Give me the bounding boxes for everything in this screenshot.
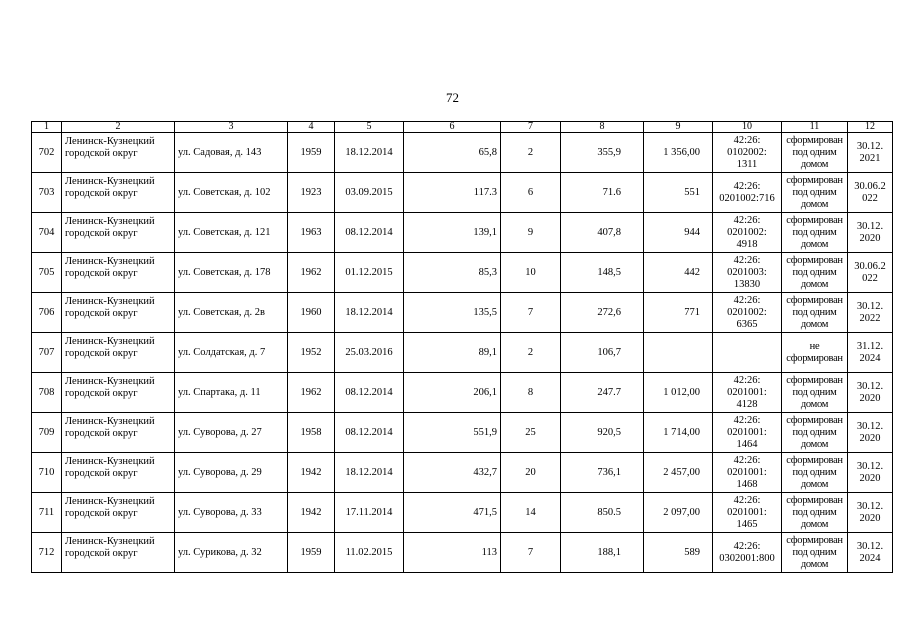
land-status-cell: сформирован под одним домом xyxy=(782,413,848,453)
count-cell: 7 xyxy=(501,293,561,333)
year-cell: 1960 xyxy=(288,293,335,333)
area2-cell: 355,9 xyxy=(561,133,644,173)
row-number-cell: 707 xyxy=(32,333,62,373)
address-cell: ул. Советская, д. 178 xyxy=(175,253,288,293)
year-cell: 1952 xyxy=(288,333,335,373)
date-cell: 17.11.2014 xyxy=(335,493,404,533)
count-cell: 6 xyxy=(501,173,561,213)
row-number-cell: 711 xyxy=(32,493,62,533)
column-header: 9 xyxy=(644,122,713,133)
deadline-cell: 30.12. 2021 xyxy=(848,133,893,173)
municipality-cell: Ленинск-Кузнецкий городской округ xyxy=(62,493,175,533)
area2-cell: 188,1 xyxy=(561,533,644,573)
cadastral-number-cell: 42:26: 0102002: 1311 xyxy=(713,133,782,173)
count-cell: 2 xyxy=(501,333,561,373)
count-cell: 9 xyxy=(501,213,561,253)
cost-cell: 771 xyxy=(644,293,713,333)
address-cell: ул. Суворова, д. 29 xyxy=(175,453,288,493)
municipality-cell: Ленинск-Кузнецкий городской округ xyxy=(62,333,175,373)
date-cell: 08.12.2014 xyxy=(335,373,404,413)
year-cell: 1959 xyxy=(288,533,335,573)
cost-cell: 2 097,00 xyxy=(644,493,713,533)
area-cell: 206,1 xyxy=(404,373,501,413)
cadastral-number-cell: 42:26: 0201001: 1465 xyxy=(713,493,782,533)
row-number-cell: 708 xyxy=(32,373,62,413)
date-cell: 03.09.2015 xyxy=(335,173,404,213)
row-number-cell: 702 xyxy=(32,133,62,173)
count-cell: 14 xyxy=(501,493,561,533)
area2-cell: 407,8 xyxy=(561,213,644,253)
land-status-cell: сформирован под одним домом xyxy=(782,493,848,533)
table-row xyxy=(32,453,893,493)
municipality-cell: Ленинск-Кузнецкий городской округ xyxy=(62,253,175,293)
column-header: 12 xyxy=(848,122,893,133)
count-cell: 10 xyxy=(501,253,561,293)
year-cell: 1958 xyxy=(288,413,335,453)
year-cell: 1942 xyxy=(288,453,335,493)
table-row xyxy=(32,373,893,413)
cadastral-number-cell: 42:26: 0302001:800 xyxy=(713,533,782,573)
table-row xyxy=(32,293,893,333)
count-cell: 25 xyxy=(501,413,561,453)
cost-cell: 2 457,00 xyxy=(644,453,713,493)
column-header: 2 xyxy=(62,122,175,133)
year-cell: 1963 xyxy=(288,213,335,253)
table-row xyxy=(32,213,893,253)
land-status-cell: сформирован под одним домом xyxy=(782,133,848,173)
column-header: 8 xyxy=(561,122,644,133)
table-row xyxy=(32,413,893,453)
year-cell: 1942 xyxy=(288,493,335,533)
deadline-cell: 30.12. 2024 xyxy=(848,533,893,573)
area-cell: 551,9 xyxy=(404,413,501,453)
column-header: 4 xyxy=(288,122,335,133)
deadline-cell: 30.12. 2020 xyxy=(848,373,893,413)
municipality-cell: Ленинск-Кузнецкий городской округ xyxy=(62,413,175,453)
cost-cell: 1 012,00 xyxy=(644,373,713,413)
address-cell: ул. Советская, д. 2в xyxy=(175,293,288,333)
area2-cell: 247.7 xyxy=(561,373,644,413)
date-cell: 18.12.2014 xyxy=(335,293,404,333)
cost-cell: 589 xyxy=(644,533,713,573)
table-row xyxy=(32,533,893,573)
area-cell: 471,5 xyxy=(404,493,501,533)
cadastral-number-cell: 42:26: 0201002: 6365 xyxy=(713,293,782,333)
deadline-cell: 30.12. 2020 xyxy=(848,413,893,453)
area-cell: 113 xyxy=(404,533,501,573)
count-cell: 7 xyxy=(501,533,561,573)
address-cell: ул. Суворова, д. 27 xyxy=(175,413,288,453)
table-row xyxy=(32,493,893,533)
municipality-cell: Ленинск-Кузнецкий городской округ xyxy=(62,373,175,413)
date-cell: 01.12.2015 xyxy=(335,253,404,293)
area-cell: 65,8 xyxy=(404,133,501,173)
cadastral-number-cell: 42:26: 0201001: 1468 xyxy=(713,453,782,493)
land-status-cell: сформирован под одним домом xyxy=(782,253,848,293)
area-cell: 85,3 xyxy=(404,253,501,293)
cadastral-number-cell: 42:26: 0201001: 1464 xyxy=(713,413,782,453)
area-cell: 135,5 xyxy=(404,293,501,333)
year-cell: 1962 xyxy=(288,373,335,413)
row-number-cell: 705 xyxy=(32,253,62,293)
column-header: 1 xyxy=(32,122,62,133)
cadastral-number-cell: 42:26: 0201002: 4918 xyxy=(713,213,782,253)
address-cell: ул. Спартака, д. 11 xyxy=(175,373,288,413)
row-number-cell: 706 xyxy=(32,293,62,333)
address-cell: ул. Солдатская, д. 7 xyxy=(175,333,288,373)
cost-cell: 1 356,00 xyxy=(644,133,713,173)
deadline-cell: 30.12. 2020 xyxy=(848,213,893,253)
column-header: 11 xyxy=(782,122,848,133)
land-status-cell: сформирован под одним домом xyxy=(782,373,848,413)
row-number-cell: 712 xyxy=(32,533,62,573)
cadastral-number-cell: 42:26: 0201003: 13830 xyxy=(713,253,782,293)
land-status-cell: сформирован под одним домом xyxy=(782,453,848,493)
cost-cell: 551 xyxy=(644,173,713,213)
deadline-cell: 30.12. 2020 xyxy=(848,453,893,493)
row-number-cell: 704 xyxy=(32,213,62,253)
header-row xyxy=(32,122,893,133)
area2-cell: 920,5 xyxy=(561,413,644,453)
land-status-cell: сформирован под одним домом xyxy=(782,213,848,253)
area-cell: 432,7 xyxy=(404,453,501,493)
municipality-cell: Ленинск-Кузнецкий городской округ xyxy=(62,133,175,173)
area2-cell: 736,1 xyxy=(561,453,644,493)
address-cell: ул. Сурикова, д. 32 xyxy=(175,533,288,573)
year-cell: 1962 xyxy=(288,253,335,293)
count-cell: 2 xyxy=(501,133,561,173)
page-number: 72 xyxy=(446,90,459,105)
table-row xyxy=(32,173,893,213)
area2-cell: 272,6 xyxy=(561,293,644,333)
land-status-cell: сформирован под одним домом xyxy=(782,533,848,573)
table-row xyxy=(32,253,893,293)
address-cell: ул. Садовая, д. 143 xyxy=(175,133,288,173)
area2-cell: 850.5 xyxy=(561,493,644,533)
area-cell: 139,1 xyxy=(404,213,501,253)
column-header: 7 xyxy=(501,122,561,133)
date-cell: 08.12.2014 xyxy=(335,213,404,253)
deadline-cell: 30.12. 2020 xyxy=(848,493,893,533)
cadastral-number-cell: 42:26: 0201001: 4128 xyxy=(713,373,782,413)
cost-cell: 442 xyxy=(644,253,713,293)
row-number-cell: 710 xyxy=(32,453,62,493)
date-cell: 25.03.2016 xyxy=(335,333,404,373)
cost-cell: 1 714,00 xyxy=(644,413,713,453)
municipality-cell: Ленинск-Кузнецкий городской округ xyxy=(62,533,175,573)
year-cell: 1959 xyxy=(288,133,335,173)
cost-cell xyxy=(644,333,713,373)
cost-cell: 944 xyxy=(644,213,713,253)
count-cell: 8 xyxy=(501,373,561,413)
deadline-cell: 30.06.2 022 xyxy=(848,253,893,293)
table-body xyxy=(32,133,893,573)
cadastral-number-cell xyxy=(713,333,782,373)
date-cell: 18.12.2014 xyxy=(335,453,404,493)
deadline-cell: 30.06.2 022 xyxy=(848,173,893,213)
land-status-cell: не сформирован xyxy=(782,333,848,373)
table-row xyxy=(32,133,893,173)
column-header: 5 xyxy=(335,122,404,133)
row-number-cell: 703 xyxy=(32,173,62,213)
municipality-cell: Ленинск-Кузнецкий городской округ xyxy=(62,293,175,333)
area-cell: 89,1 xyxy=(404,333,501,373)
land-status-cell: сформирован под одним домом xyxy=(782,293,848,333)
date-cell: 11.02.2015 xyxy=(335,533,404,573)
land-status-cell: сформирован под одним домом xyxy=(782,173,848,213)
deadline-cell: 31.12. 2024 xyxy=(848,333,893,373)
date-cell: 08.12.2014 xyxy=(335,413,404,453)
address-cell: ул. Советская, д. 102 xyxy=(175,173,288,213)
area2-cell: 106,7 xyxy=(561,333,644,373)
column-header: 3 xyxy=(175,122,288,133)
column-header: 6 xyxy=(404,122,501,133)
register-table xyxy=(31,121,893,573)
area2-cell: 148,5 xyxy=(561,253,644,293)
address-cell: ул. Суворова, д. 33 xyxy=(175,493,288,533)
area2-cell: 71.6 xyxy=(561,173,644,213)
row-number-cell: 709 xyxy=(32,413,62,453)
area-cell: 117.3 xyxy=(404,173,501,213)
count-cell: 20 xyxy=(501,453,561,493)
table-row xyxy=(32,333,893,373)
date-cell: 18.12.2014 xyxy=(335,133,404,173)
year-cell: 1923 xyxy=(288,173,335,213)
cadastral-number-cell: 42:26: 0201002:716 xyxy=(713,173,782,213)
deadline-cell: 30.12. 2022 xyxy=(848,293,893,333)
address-cell: ул. Советская, д. 121 xyxy=(175,213,288,253)
municipality-cell: Ленинск-Кузнецкий городской округ xyxy=(62,173,175,213)
municipality-cell: Ленинск-Кузнецкий городской округ xyxy=(62,453,175,493)
column-header: 10 xyxy=(713,122,782,133)
municipality-cell: Ленинск-Кузнецкий городской округ xyxy=(62,213,175,253)
